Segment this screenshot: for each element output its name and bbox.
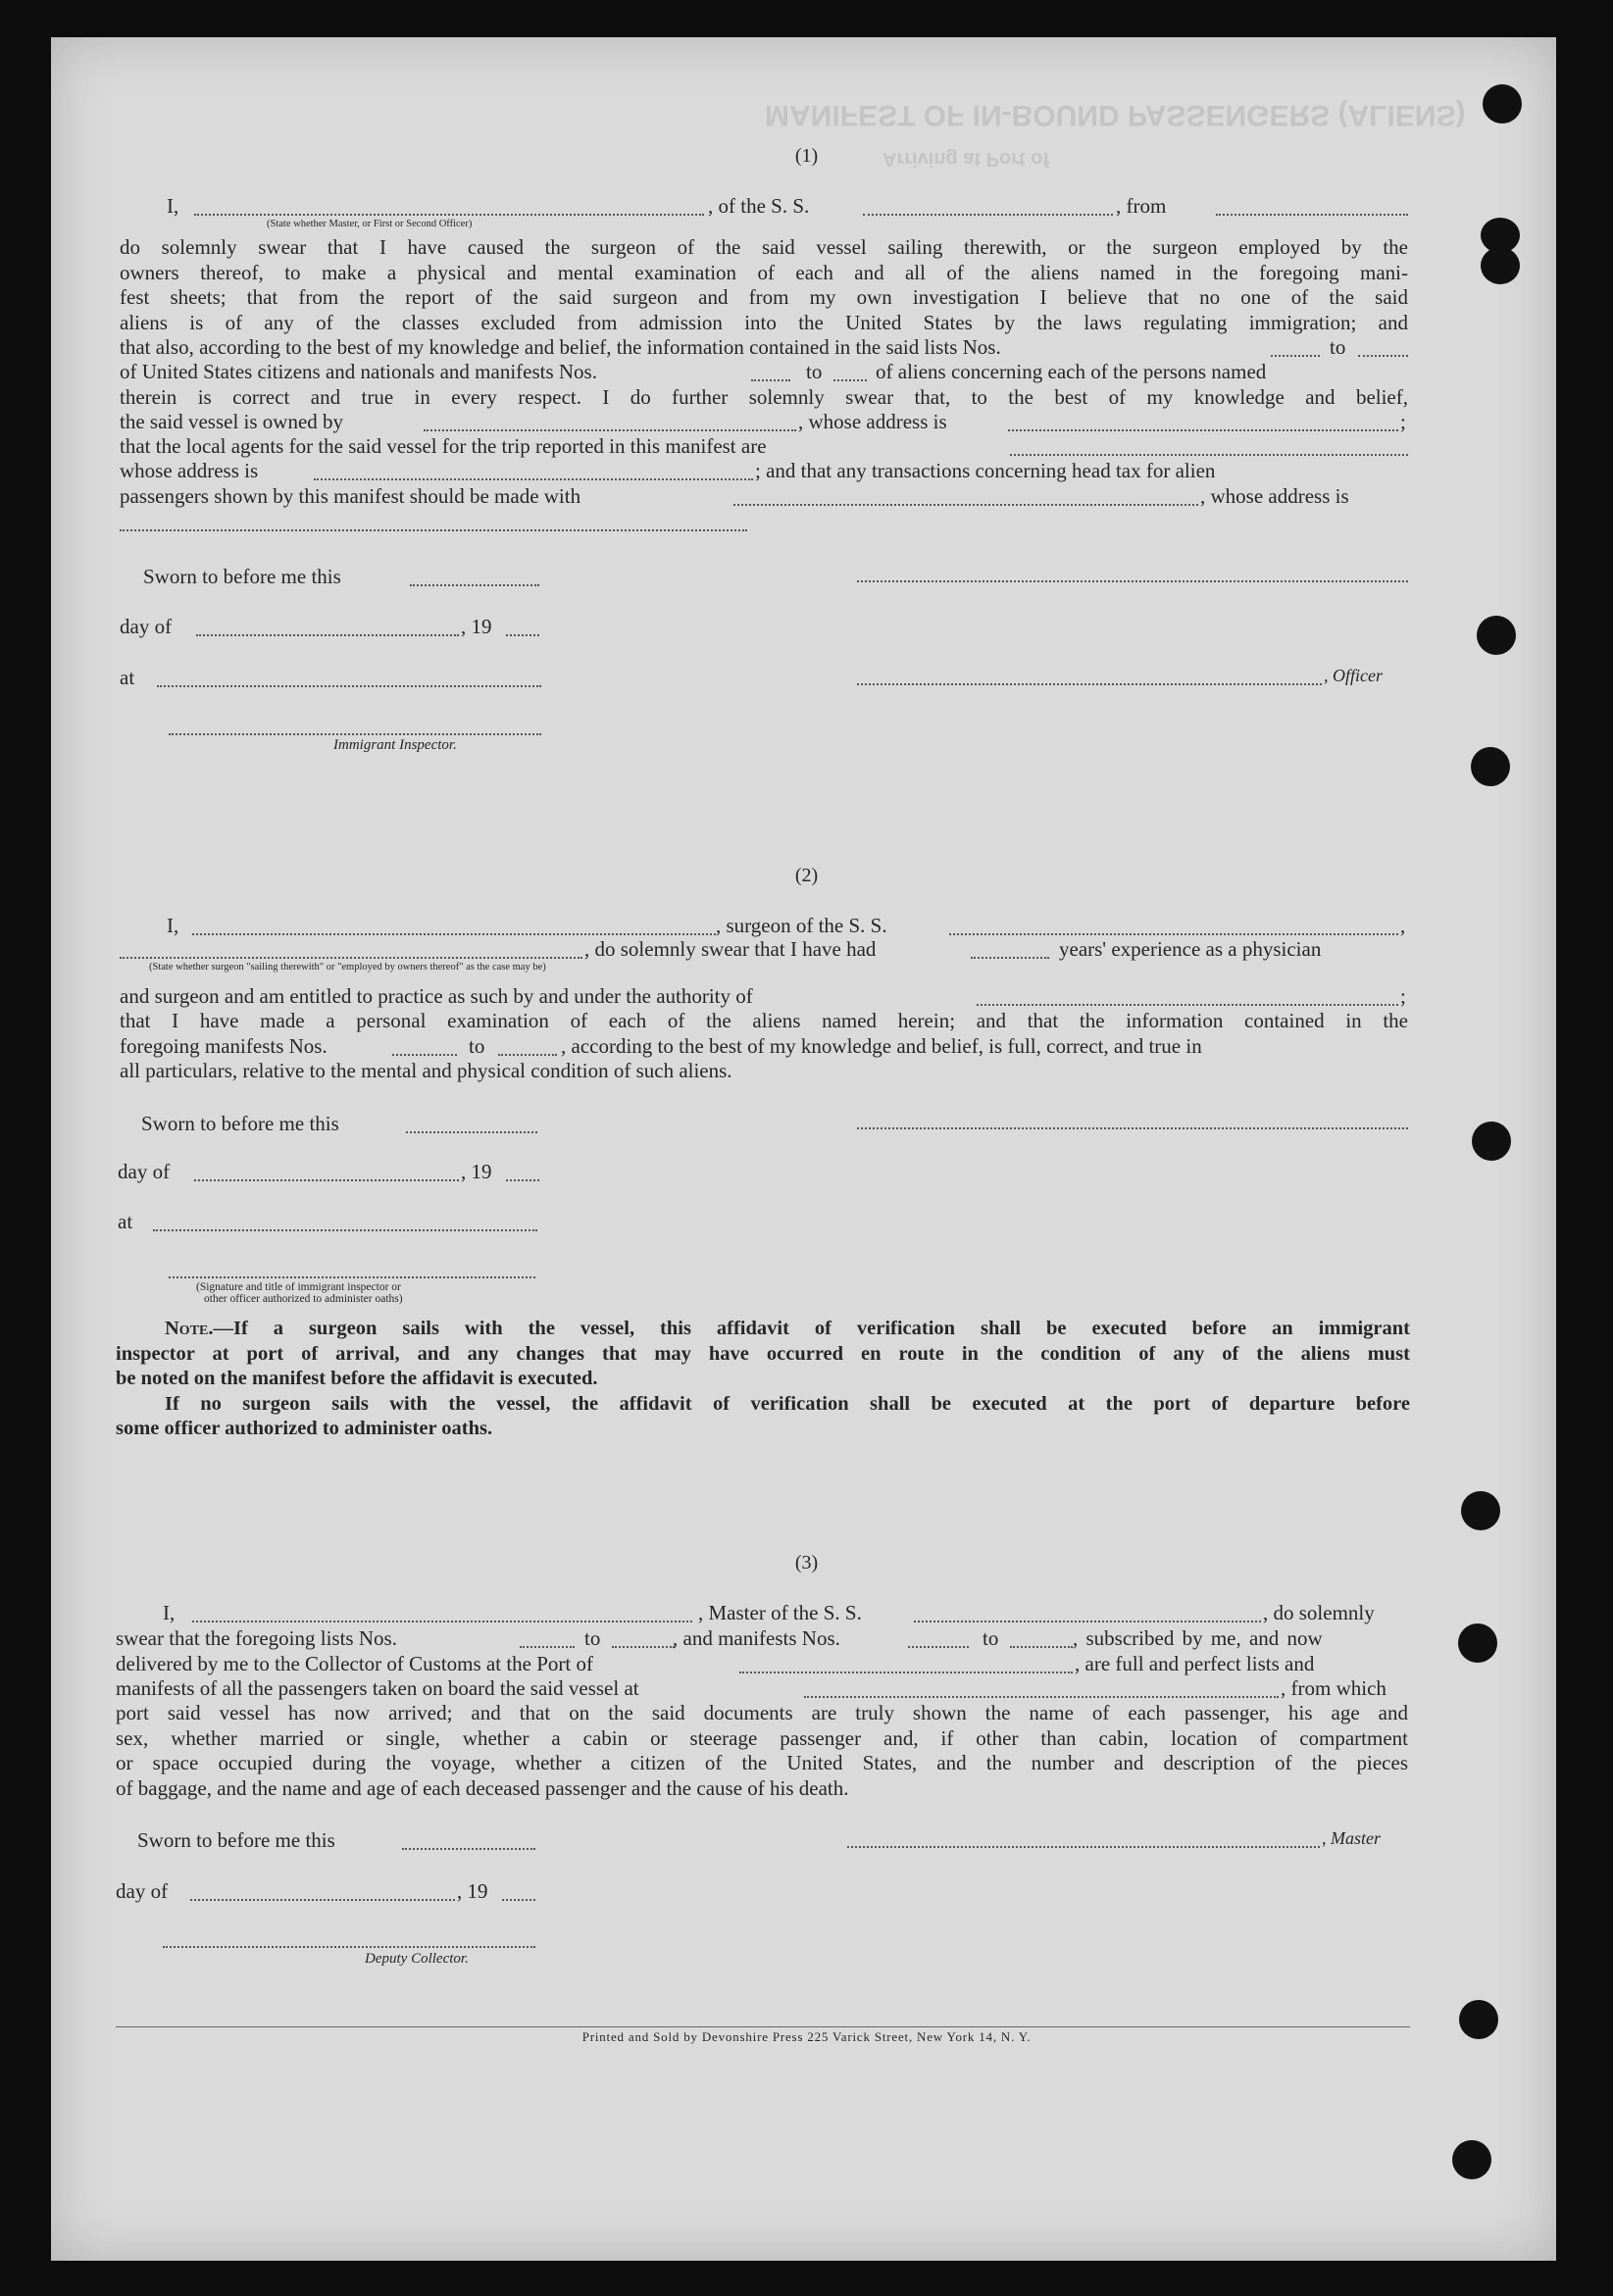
s2-sig-caption-2: other officer authorized to administer oaths) — [204, 1293, 403, 1305]
s1-lists-to-blank — [1358, 355, 1408, 357]
s1-body-line: fest sheets; that from the report of the said surgeon and from my own investigation I believe that no one of the said — [120, 285, 1408, 309]
s3-lists-to-text: to — [584, 1626, 601, 1650]
s1-signature-blank-1 — [857, 580, 1408, 582]
s2-semicolon: ; — [1400, 984, 1406, 1008]
s1-owner-address-blank — [1008, 429, 1398, 431]
s3-from-which-text: , from which — [1281, 1676, 1386, 1700]
s3-day-of-text: day of — [116, 1879, 169, 1903]
s2-at-text: at — [118, 1210, 133, 1233]
s2-comma: , — [1400, 914, 1406, 937]
s1-day-blank — [196, 634, 459, 636]
s1-agents-text: that the local agents for the said vessel for the trip reported in this manifest are — [120, 434, 767, 458]
ghost-line-2: Arriving at Port of — [882, 148, 1050, 170]
punch-hole — [1481, 247, 1520, 284]
printer-imprint: Printed and Sold by Devonshire Press 225 Varick Street, New York 14, N. Y. — [581, 2029, 1032, 2044]
s2-day-blank — [194, 1179, 459, 1181]
s1-semicolon: ; — [1400, 410, 1406, 433]
s1-line1-i: I, — [167, 194, 179, 218]
s1-head-tax-text: ; and that any transactions concerning head tax for alien — [755, 459, 1216, 482]
s1-head-tax-blank — [733, 504, 1198, 506]
s3-sworn-text: Sworn to before me this — [137, 1828, 335, 1852]
s1-passengers-text: passengers shown by this manifest should be made with — [120, 484, 581, 508]
s1-lists-from-blank — [1271, 355, 1320, 357]
s1-officer-caption: (State whether Master, or First or Second Officer) — [267, 219, 473, 229]
s1-passengers-address-text: , whose address is — [1200, 484, 1349, 508]
s1-line1-ss: , of the S. S. — [708, 194, 810, 218]
s3-body-line: port said vessel has now arrived; and that on the said documents are truly shown the name of each passenger, his age and — [116, 1701, 1408, 1724]
s1-day-of-text: day of — [120, 615, 173, 638]
s3-body-line: or space occupied during the voyage, whether a citizen of the United States, and the number and description of the pieces — [116, 1751, 1408, 1774]
s1-body-line: owners thereof, to make a physical and mental examination of each and all of the aliens named in the foregoing mani- — [120, 260, 1408, 284]
punch-hole — [1483, 84, 1522, 124]
s3-manifests-text: , and manifests Nos. — [673, 1626, 840, 1650]
s3-solemnly-text: , do solemnly — [1263, 1601, 1375, 1624]
s3-master-of-text: , Master of the S. S. — [698, 1601, 862, 1624]
footer-rule — [116, 2026, 1410, 2027]
s2-particulars-text: all particulars, relative to the mental and physical condition of such aliens. — [120, 1059, 732, 1082]
s1-officer-blank — [194, 214, 704, 216]
s1-agents-blank — [1010, 454, 1408, 456]
punch-hole — [1472, 1122, 1511, 1161]
punch-hole — [1458, 1623, 1497, 1663]
s3-lists-to-blank — [612, 1646, 675, 1648]
note-line: If no surgeon sails with the vessel, the affidavit of verification shall be executed at the port of departure before — [165, 1392, 1410, 1415]
s2-manifests-text: foregoing manifests Nos. — [120, 1034, 328, 1058]
s1-officer-label — [1324, 666, 1383, 686]
s3-port-blank — [739, 1672, 1073, 1673]
s3-body-line: of baggage, and the name and age of each deceased passenger and the cause of his death. — [116, 1775, 849, 1800]
s1-agents-address-blank — [314, 478, 753, 480]
s2-examination-text: that I have made a personal examination of each of the aliens named herein; and that the information contained in the — [120, 1009, 1408, 1032]
s1-owned-text: the said vessel is owned by — [120, 410, 344, 433]
s1-from-blank — [1216, 214, 1408, 216]
s1-year-text: , 19 — [461, 615, 492, 638]
s3-line1-i: I, — [163, 1601, 176, 1624]
s3-body-line: sex, whether married or single, whether a cabin or steerage passenger and, if other than cabin, location of compartment — [116, 1725, 1408, 1750]
s1-lists-to-text: to — [1330, 335, 1346, 359]
s2-sworn-text: Sworn to before me this — [141, 1112, 339, 1135]
s3-sworn-blank — [402, 1848, 535, 1850]
s3-lists-from-blank — [520, 1646, 575, 1648]
s2-authority-text: and surgeon and am entitled to practice as such by and under the authority of — [120, 984, 753, 1008]
s1-owner-address-text: , whose address is — [798, 410, 947, 433]
punch-hole — [1477, 616, 1516, 655]
s1-officer-signature-blank — [857, 683, 1322, 685]
s2-day-of-text: day of — [118, 1160, 171, 1183]
s1-manifests-to-text: to — [806, 360, 823, 383]
note-line: some officer authorized to administer oaths. — [116, 1418, 493, 1439]
s2-solemnly-text: , do solemnly swear that I have had — [584, 937, 877, 961]
s2-years-blank — [971, 957, 1049, 959]
s1-line1-from: , from — [1116, 194, 1167, 218]
s3-master-label — [1322, 1828, 1381, 1849]
s2-year-text: , 19 — [461, 1160, 492, 1183]
s1-sworn-text: Sworn to before me this — [143, 565, 341, 588]
s1-therein-line — [120, 385, 1408, 411]
s3-subscribed-text: , subscribed by me, and now — [1073, 1626, 1323, 1650]
s1-manifests-rest: of aliens concerning each of the persons named — [876, 360, 1267, 383]
s2-surgeon-of-text: , surgeon of the S. S. — [716, 914, 887, 937]
s2-manifests-to-text: to — [469, 1034, 485, 1058]
s1-at-blank — [157, 685, 541, 687]
s3-taken-blank — [804, 1696, 1279, 1698]
s1-manifests-text: of United States citizens and nationals and manifests Nos. — [120, 360, 597, 383]
bleed-through-header — [765, 98, 1465, 131]
s2-manifests-rest: , according to the best of my knowledge and belief, is full, correct, and true in — [561, 1034, 1202, 1058]
s1-address-text: whose address is — [120, 459, 259, 482]
s2-experience-text: years' experience as a physician — [1059, 937, 1322, 961]
s1-therein-text: therein is correct and true in every respect. I do further solemnly swear that, to the best of my knowledge and belief, — [120, 385, 1408, 409]
s1-inspector-caption: Immigrant Inspector. — [333, 737, 457, 753]
s3-taken-text: manifests of all the passengers taken on board the said vessel at — [116, 1676, 639, 1700]
s1-manifests-from-blank — [751, 379, 790, 381]
section-1-number: (1) — [794, 145, 819, 167]
s2-status-blank — [120, 957, 582, 959]
s3-body-text — [116, 1701, 1408, 1801]
s1-inspector-signature-blank — [169, 733, 541, 735]
note-line: inspector at port of arrival, and any changes that may have occurred en route in the condition of any of the aliens must — [116, 1342, 1410, 1365]
section-3-number: (3) — [794, 1552, 819, 1573]
section-2-number: (2) — [794, 865, 819, 886]
s1-lists-nos-text: that also, according to the best of my knowledge and belief, the information contained in the said lists Nos. — [120, 335, 1001, 359]
s2-manifests-to-blank — [498, 1054, 557, 1056]
s3-master-name-blank — [192, 1621, 692, 1622]
s1-passengers-address-blank — [120, 529, 747, 531]
s1-ship-blank — [863, 214, 1113, 216]
s2-status-caption: (State whether surgeon "sailing therewith" or "employed by owners thereof" as the case may be) — [149, 962, 546, 973]
s2-surgeon-name-blank — [192, 933, 716, 935]
s3-ship-blank — [914, 1621, 1261, 1622]
s1-officer-text: , Officer — [1324, 666, 1383, 685]
s3-perfect-text: , are full and perfect lists and — [1075, 1652, 1315, 1675]
punch-hole — [1452, 2140, 1491, 2179]
s2-inspector-signature-blank — [169, 1276, 535, 1278]
s1-body-line: do solemnly swear that I have caused the surgeon of the said vessel sailing therewith, or the surgeon employed by the — [120, 235, 1408, 259]
s2-ship-blank — [949, 933, 1398, 935]
punch-hole — [1471, 747, 1510, 786]
s2-at-blank — [153, 1229, 537, 1231]
punch-hole — [1461, 1491, 1500, 1530]
s3-manifests-from-blank — [908, 1646, 969, 1648]
note-line — [116, 1317, 1410, 1342]
note-label: Note. — [165, 1318, 214, 1339]
s3-manifests-to-blank — [1010, 1646, 1073, 1648]
surgeon-note — [116, 1317, 1410, 1442]
s2-sworn-blank — [406, 1131, 537, 1133]
note-line: be noted on the manifest before the affidavit is executed. — [116, 1368, 598, 1389]
s1-at-text: at — [120, 666, 135, 689]
s3-manifests-to-text: to — [983, 1626, 999, 1650]
s1-sworn-blank — [410, 584, 539, 586]
s1-body-text — [120, 235, 1408, 335]
note-text: —If a surgeon sails with the vessel, this affidavit of verification shall be executed before an immigrant — [213, 1318, 1410, 1339]
s3-lists-text: swear that the foregoing lists Nos. — [116, 1626, 397, 1650]
s2-manifests-from-blank — [392, 1054, 457, 1056]
s3-collector-caption: Deputy Collector. — [365, 1951, 469, 1967]
s3-collector-signature-blank — [163, 1946, 535, 1948]
s2-sig-caption-1: (Signature and title of immigrant inspector or — [196, 1281, 401, 1293]
s2-signature-blank — [857, 1127, 1408, 1129]
s1-owner-blank — [424, 429, 796, 431]
s2-examination-line — [120, 1009, 1408, 1034]
s3-collector-text: delivered by me to the Collector of Customs at the Port of — [116, 1652, 593, 1675]
s3-master-signature-blank — [847, 1846, 1320, 1848]
s3-master-text: , Master — [1322, 1828, 1381, 1848]
s3-year-blank — [502, 1899, 535, 1901]
ghost-line-1: MANIFEST OF IN-BOUND PASSENGERS (ALIENS) — [765, 99, 1466, 131]
s3-year-text: , 19 — [457, 1879, 488, 1903]
s1-manifests-to-blank — [833, 379, 867, 381]
s1-year-blank — [506, 634, 539, 636]
s2-line1-i: I, — [167, 914, 179, 937]
s3-day-blank — [190, 1899, 455, 1901]
s1-body-line: aliens is of any of the classes excluded from admission into the United States by the laws regulating immigration; and — [120, 310, 1408, 334]
s2-authority-blank — [977, 1004, 1398, 1006]
s2-year-blank — [506, 1179, 539, 1181]
